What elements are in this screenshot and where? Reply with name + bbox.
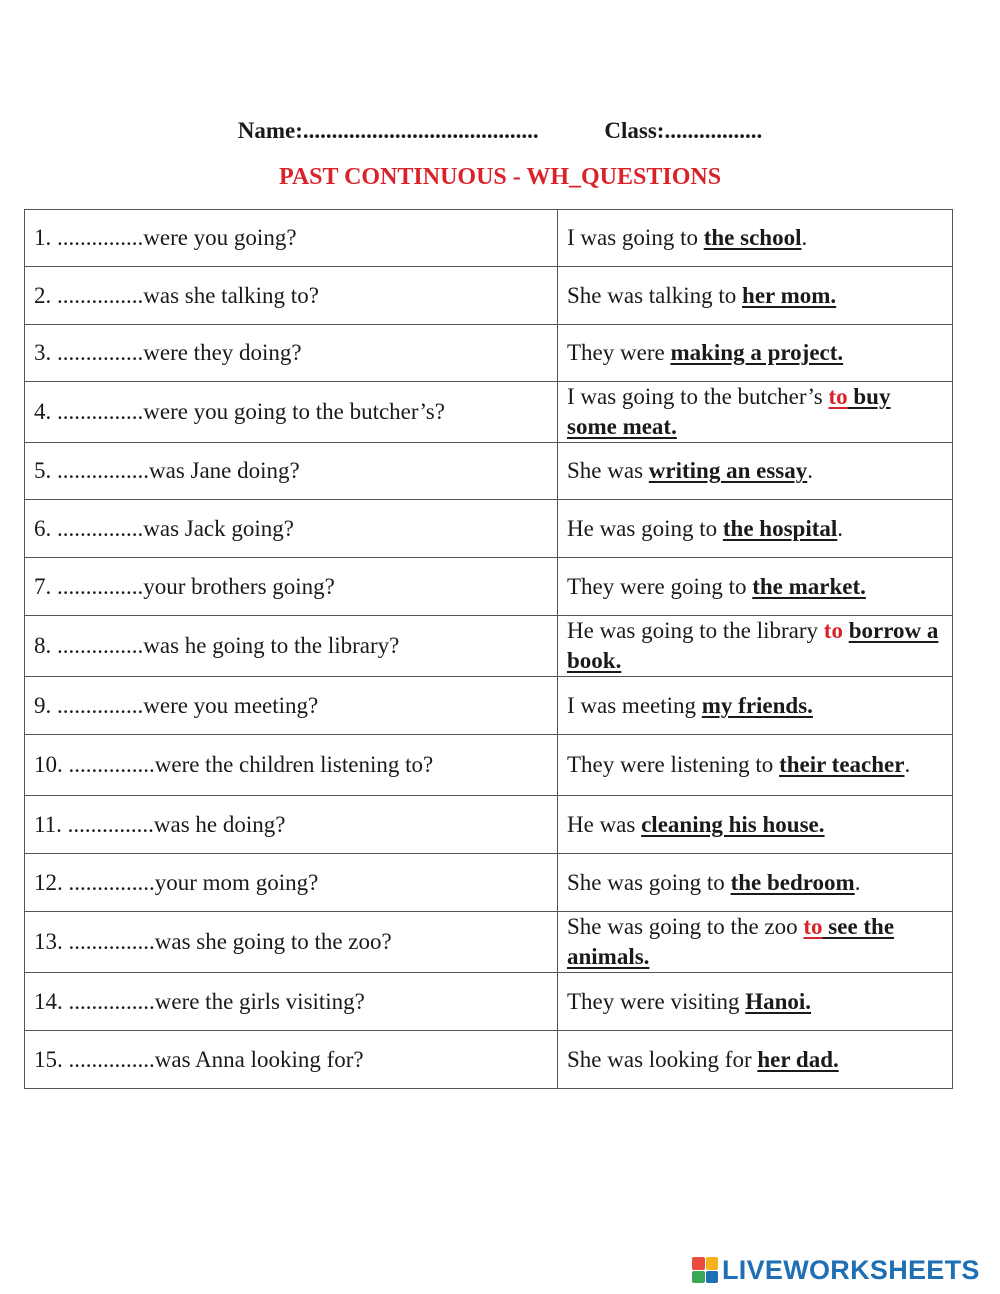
answer-key-phrase: Hanoi.	[745, 988, 812, 1014]
answer-cell	[558, 325, 953, 382]
answer-text: She was looking for	[567, 1046, 758, 1072]
question-text: 7. ...............your brothers going?	[34, 573, 335, 599]
question-text: 5. ................was Jane doing?	[34, 458, 300, 483]
answer-cell	[558, 796, 953, 854]
table-row	[25, 912, 953, 973]
answer-highlight: to	[828, 384, 848, 409]
answer-key-phrase: the bedroom	[730, 869, 855, 895]
answer-key-phrase: writing an essay	[648, 458, 808, 483]
table-row	[25, 382, 953, 443]
question-cell	[25, 854, 558, 912]
answer-key-phrase: borrow a book.	[567, 618, 939, 673]
answer-key-phrase: the hospital	[722, 515, 838, 541]
name-field-label: Name:.........................................	[237, 118, 539, 143]
answer-key-phrase: cleaning his house.	[641, 811, 825, 837]
answer-cell	[558, 500, 953, 558]
table-row	[25, 735, 953, 796]
question-text: 6. ...............was Jack going?	[34, 515, 294, 541]
question-cell	[25, 500, 558, 558]
question-text: 11. ...............was he doing?	[34, 811, 286, 837]
answer-cell	[558, 616, 953, 677]
question-cell	[25, 735, 558, 796]
question-cell	[25, 912, 558, 973]
answer-key-phrase: my friends.	[701, 692, 813, 718]
answer-key-phrase: making a project.	[670, 340, 844, 365]
answer-text: He was going to	[567, 515, 723, 541]
class-field-label: Class:.................	[604, 118, 763, 143]
answer-text: She was going to the zoo	[567, 914, 804, 939]
answer-cell	[558, 1031, 953, 1089]
liveworksheets-logo-text: LIVEWORKSHEETS	[722, 1254, 980, 1285]
question-cell	[25, 443, 558, 500]
question-text: 1. ...............were you going?	[34, 225, 297, 250]
answer-punctuation: .	[837, 515, 844, 541]
table-row	[25, 558, 953, 616]
table-row	[25, 796, 953, 854]
answer-key-phrase: buy some meat.	[567, 384, 891, 439]
question-cell	[25, 382, 558, 443]
answer-key-phrase: the school	[703, 225, 802, 250]
table-row	[25, 1031, 953, 1089]
question-cell	[25, 1031, 558, 1089]
question-text: 8. ...............was he going to the library?	[34, 633, 400, 658]
answer-text: They were visiting	[567, 988, 746, 1014]
question-text: 3. ...............were they doing?	[34, 340, 302, 365]
question-cell	[25, 325, 558, 382]
answer-key-phrase: see the animals.	[567, 914, 895, 969]
table-row	[25, 854, 953, 912]
question-text: 12. ...............your mom going?	[34, 869, 319, 895]
answer-punctuation: .	[807, 458, 813, 483]
question-cell	[25, 616, 558, 677]
answer-highlight: to	[803, 914, 823, 939]
answer-text: I was going to	[567, 225, 704, 250]
liveworksheets-logo	[692, 1254, 980, 1286]
answer-text: He was	[567, 811, 642, 837]
answer-text: They were going to	[567, 573, 753, 599]
answer-text: They were listening to	[567, 752, 780, 777]
question-cell	[25, 210, 558, 267]
answer-cell	[558, 382, 953, 443]
table-row	[25, 325, 953, 382]
answer-punctuation: .	[854, 869, 861, 895]
answer-cell	[558, 210, 953, 267]
answer-highlight: to	[823, 618, 843, 643]
answer-cell	[558, 443, 953, 500]
question-cell	[25, 677, 558, 735]
table-row	[25, 443, 953, 500]
question-text: 13. ...............was she going to the zoo?	[34, 929, 392, 954]
question-text: 14. ...............were the girls visiting?	[34, 988, 365, 1014]
question-cell	[25, 267, 558, 325]
table-row	[25, 500, 953, 558]
answer-key-phrase: their teacher	[779, 752, 905, 777]
answer-text: I was going to the butcher’s	[567, 384, 829, 409]
table-row	[25, 210, 953, 267]
answer-key-phrase: her dad.	[757, 1046, 839, 1072]
answer-cell	[558, 973, 953, 1031]
question-cell	[25, 973, 558, 1031]
answer-cell	[558, 558, 953, 616]
question-text: 9. ...............were you meeting?	[34, 692, 319, 718]
table-row	[25, 267, 953, 325]
answer-cell	[558, 677, 953, 735]
answer-cell	[558, 912, 953, 973]
answer-key-phrase: the market.	[752, 573, 866, 599]
question-cell	[25, 558, 558, 616]
answer-cell	[558, 854, 953, 912]
answer-text: She was	[567, 458, 649, 483]
answer-text: They were	[567, 340, 671, 365]
question-text: 2. ...............was she talking to?	[34, 282, 319, 308]
question-cell	[25, 796, 558, 854]
questions-table	[24, 209, 953, 1089]
answer-key-phrase: her mom.	[742, 282, 837, 308]
answer-cell	[558, 267, 953, 325]
answer-text: I was meeting	[567, 692, 702, 718]
answer-text: He was going to the library	[567, 618, 824, 643]
answer-cell	[558, 735, 953, 796]
answer-punctuation: .	[904, 752, 911, 777]
answer-text: She was talking to	[567, 282, 743, 308]
question-text: 15. ...............was Anna looking for?	[34, 1046, 364, 1072]
answer-text: She was going to	[567, 869, 731, 895]
answer-punctuation: .	[801, 225, 808, 250]
worksheet-header	[0, 118, 1000, 144]
worksheet-title: PAST CONTINUOUS - WH_QUESTIONS	[278, 164, 722, 190]
table-row	[25, 973, 953, 1031]
question-text: 4. ...............were you going to the butcher’s?	[34, 399, 445, 424]
table-row	[25, 616, 953, 677]
liveworksheets-logo-icon	[692, 1257, 718, 1283]
table-row	[25, 677, 953, 735]
question-text: 10. ...............were the children listening to?	[34, 752, 434, 777]
